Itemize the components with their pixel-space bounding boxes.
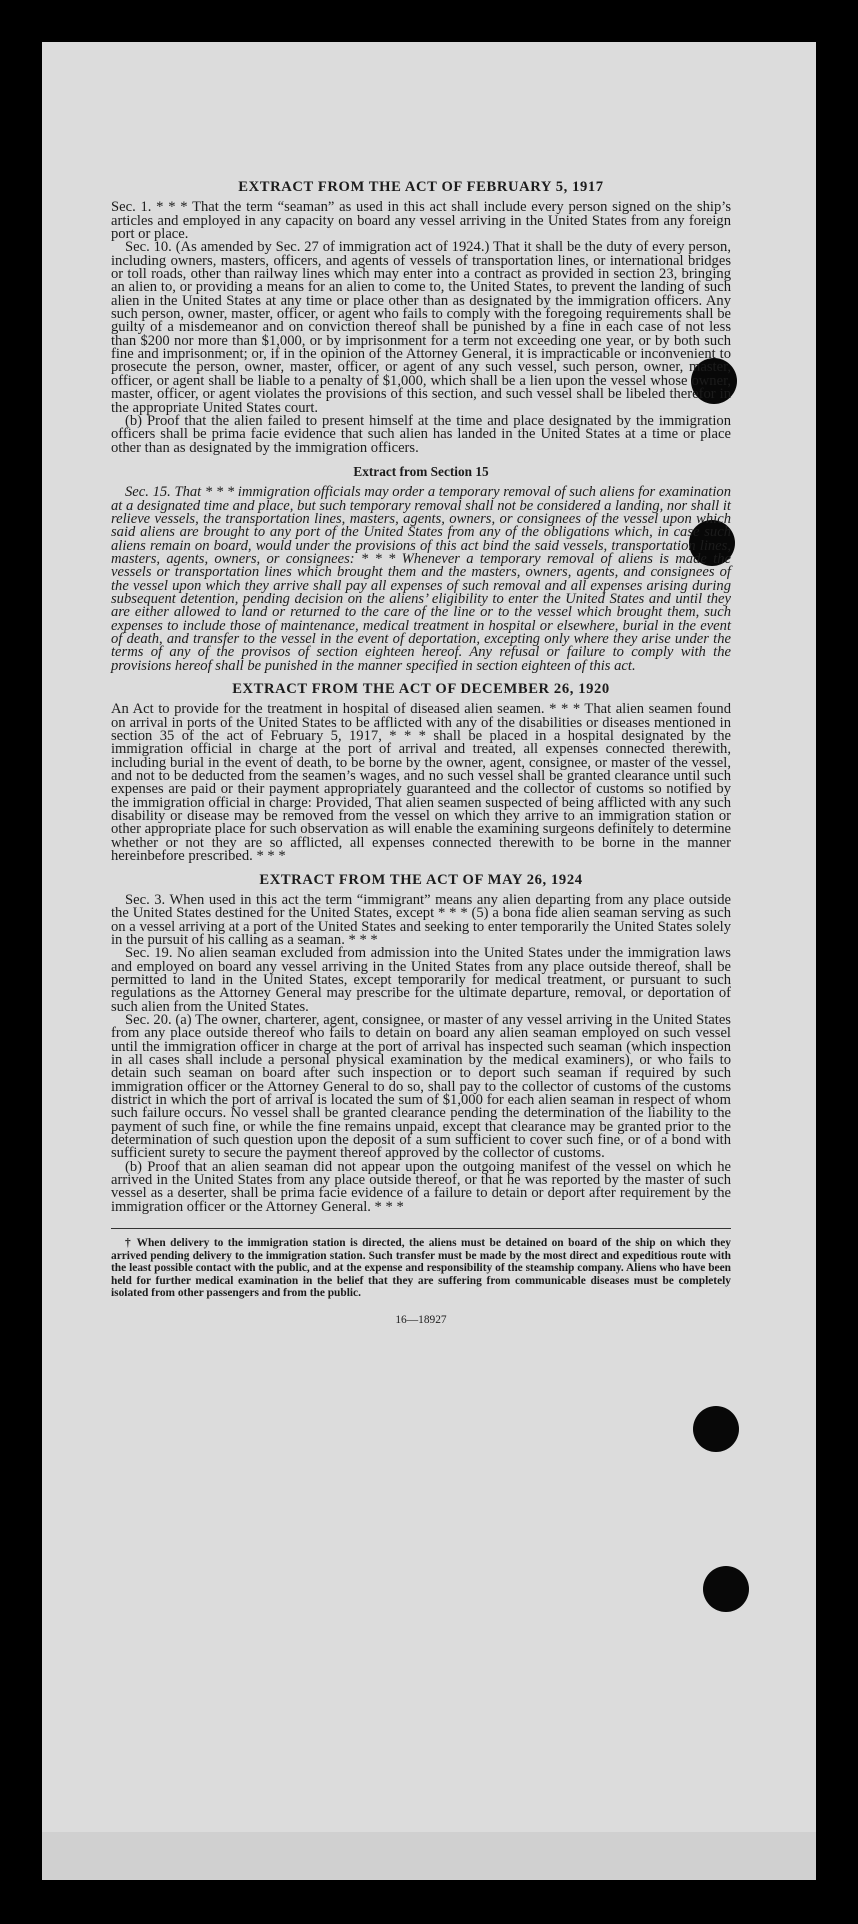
paragraph-sec-10: Sec. 10. (As amended by Sec. 27 of immigration act of 1924.) That it shall be the duty of every person, including owners, masters, officers, and agents of vessels of transportation lines, or international bridges or toll roads, other than railway lines which may enter into a contract as provided in section 23, bringing an alien to, or providing a means for an alien to come to, the United States, to prevent the landing of such alien in the United States at any time or place other than as designated by the immigration officers. Any such person, owner, master, officer, or agent who fails to comply with the foregoing requirements shall be guilty of a misdemeanor and on conviction thereof shall be punished by a fine in each case of not less than $200 nor more than $1,000, or by imprisonment for a term not exceeding one year, or by both such fine and imprisonment; or, if in the opinion of the Attorney General, it is impracticable or inconvenient to prosecute the person, owner, master, officer, or agent of any such vessel, such person, owner, master, officer, or agent shall be liable to a penalty of $1,000, which shall be a lien upon the vessel whose owner, master, officer, or agent violates the provisions of this section, and such vessel shall be libeled therefor in the appropriate United States court. — [111, 239, 731, 416]
section-title-may-1924: EXTRACT FROM THE ACT OF MAY 26, 1924 — [259, 871, 583, 888]
punch-hole — [703, 1566, 749, 1612]
document-body — [111, 181, 731, 1327]
paragraph-sec-20-b: (b) Proof that an alien seaman did not appear upon the outgoing manifest of the vessel on which he arrived in the United States from any place outside thereof, or that he was reported by the master of such vessel as a deserter, shall be prima facie evidence of a failure to detain or deport after requirement by the immigration officer or the Attorney General. * * * — [111, 1158, 731, 1215]
document-number: 16—18927 — [395, 1314, 447, 1327]
paragraph-sec-20-a: Sec. 20. (a) The owner, charterer, agent, consignee, or master of any vessel arriving in the United States from any place outside thereof who fails to detain on board any alien seaman employed on such vessel until the immigration officer in charge at the port of arrival has inspected such seaman (which inspection in all cases shall include a personal physical examination by the medical examiners), or who fails to detain such seaman on board after such inspection or to deport such seaman if required by such immigration officer or the Attorney General to do so, shall pay to the collector of customs of the customs district in which the port of arrival is located the sum of $1,000 for each alien seaman in respect of whom such failure occurs. No vessel shall be granted clearance pending the determination of the liability to the payment of such fine, or while the fine remains unpaid, except that clearance may be granted prior to the determination of such question upon the deposit of a sum sufficient to cover such fine, or of a bond with sufficient surety to secure the payment thereof approved by the collector of customs. — [111, 1011, 731, 1162]
page-bottom-strip — [42, 1832, 816, 1880]
paragraph-sec-15: Sec. 15. That * * * immigration officials may order a temporary removal of such aliens for examination at a designated time and place, but such temporary removal shall not be considered a landing, nor shall it relieve vessels, the transportation lines, masters, agents, owners, or consignees of the vessel upon which said aliens are brought to any port of the United States from any of the obligations which, in case such aliens remain on board, would under the provisions of this act bind the said vessels, transportation lines, masters, agents, owners, or consignees: * * * Whenever a temporary removal of aliens is made the vessels or transportation lines which brought them and the masters, owners, agents, and consignees of the vessel upon which they arrive shall pay all expenses of such removal and all expenses arising during subsequent detention, pending decision on the aliens’ eligibility to enter the United States and until they are either allowed to land or returned to the care of the line or to the vessel which brought them, such expenses to include those of maintenance, medical treatment in hospital or elsewhere, burial in the event of death, and transfer to the vessel in the event of deportation, excepting only where they arise under the terms of any of the provisos of section eighteen hereof. Any refusal or failure to comply with the provisions hereof shall be punished in the manner specified in section eighteen of this act. — [111, 484, 731, 674]
paragraph-sec-19: Sec. 19. No alien seaman excluded from admission into the United States under the immigration laws and employed on board any vessel arriving in the United States from any place outside thereof, shall be permitted to land in the United States, except temporarily for medical treatment, or pursuant to such regulations as the Attorney General may prescribe for the ultimate departure, removal, or deportation of such alien from the United States. — [111, 945, 731, 1015]
section-title-feb-1917: EXTRACT FROM THE ACT OF FEBRUARY 5, 1917 — [238, 179, 604, 195]
punch-hole — [693, 1406, 739, 1452]
section-title-dec-1920: EXTRACT FROM THE ACT OF DECEMBER 26, 1920 — [232, 681, 610, 698]
paragraph-sec-1: Sec. 1. * * * That the term “seaman” as used in this act shall include every person signed on the ship’s articles and employed in any capacity on board any vessel arriving in the United States from any foreign port or place. — [111, 199, 731, 243]
divider — [111, 1228, 731, 1229]
paragraph-sec-10-b: (b) Proof that the alien failed to present himself at the time and place designated by the immigration officers shall be prima facie evidence that such alien has landed in the United States at a time or place other than as designated by the immigration officers. — [111, 412, 731, 456]
footnote: † When delivery to the immigration station is directed, the aliens must be detained on board of the ship on which they arrived pending delivery to the immigration station. Such transfer must be made by the most direct and expeditious route with the least possible contact with the public, and at the expense and responsibility of the steamship company. Aliens who have been held for further medical examination in the belief that they are suffering from communicable diseases must be completely isolated from other passengers and from the public. — [111, 1237, 731, 1300]
paragraph-act-1920: An Act to provide for the treatment in hospital of diseased alien seamen. * * * That alien seamen found on arrival in ports of the United States to be afflicted with any of the disabilities or diseases mentioned in section 35 of the act of February 5, 1917, * * * shall be placed in a hospital designated by the immigration official in charge at the port of arrival and treated, all expenses connected therewith, including burial in the event of death, to be borne by the owner, agent, consignee, or master of the vessel, and not to be deducted from the seamen’s wages, and no such vessel shall be granted clearance until such expenses are paid or their payment appropriately guaranteed and the collector of customs so notified by the immigration official in charge: Provided, That alien seamen suspected of being afflicted with any such disability or disease may be removed from the vessel on which they arrive to an immigration station or other appropriate place for such observation as will enable the examining surgeons definitely to determine whether or not they are so afflicted, all expenses connected therewith to be borne in the manner hereinbefore prescribed. * * * — [111, 701, 731, 865]
section-title-sec-15: Extract from Section 15 — [353, 463, 489, 479]
paragraph-sec-3: Sec. 3. When used in this act the term “immigrant” means any alien departing from any place outside the United States destined for the United States, except * * * (5) a bona fide alien seaman serving as such on a vessel arriving at a port of the United States and seeking to enter temporarily the United States solely in the pursuit of his calling as a seaman. * * * — [111, 891, 731, 948]
